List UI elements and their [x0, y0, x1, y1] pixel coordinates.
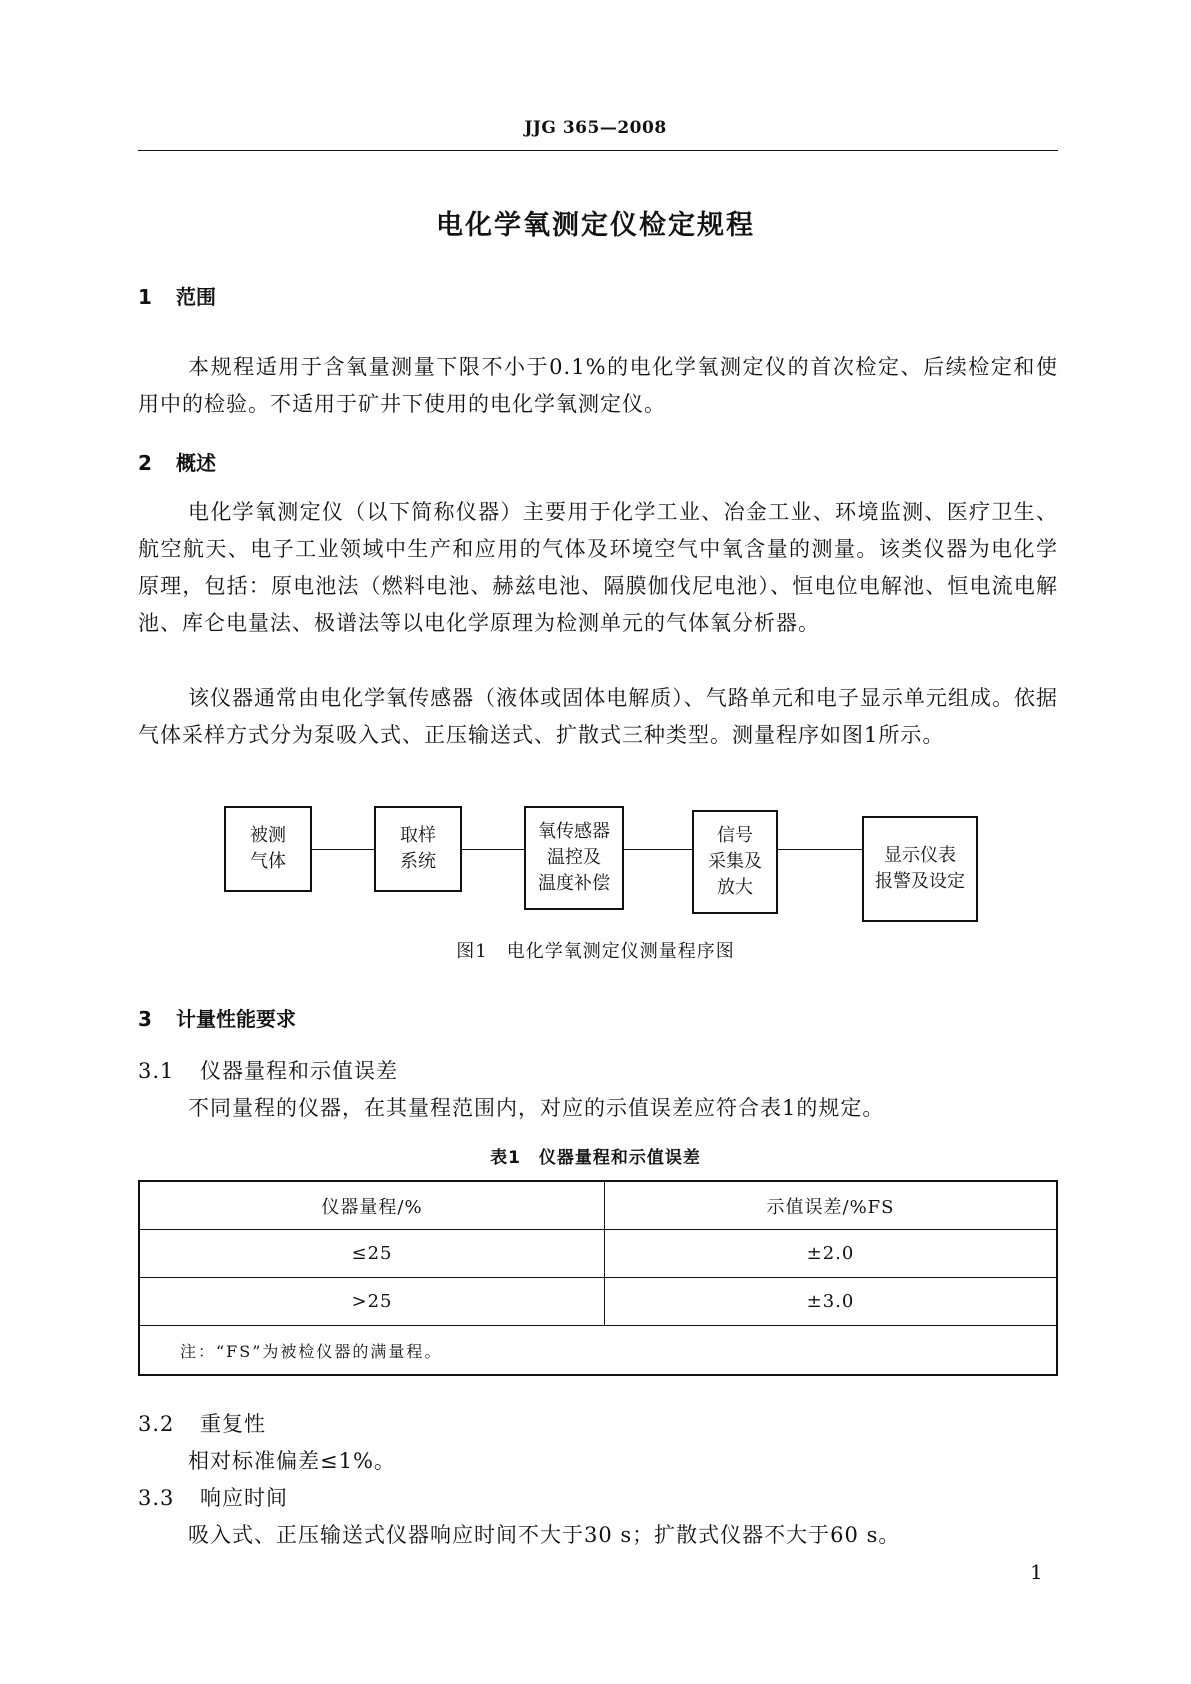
connector-line: [462, 849, 524, 850]
subsection-title: 响应时间: [200, 1486, 288, 1510]
box-text: 温控及: [547, 847, 601, 868]
subsection-number: 3.2: [138, 1412, 175, 1436]
section-title: 范围: [176, 285, 216, 309]
box-measured-gas: [224, 806, 312, 892]
page-number: 1: [1030, 1560, 1043, 1584]
table-cell: >25: [140, 1278, 605, 1325]
subsection-title: 仪器量程和示值误差: [200, 1059, 398, 1083]
box-text: 显示仪表: [884, 845, 956, 866]
box-text: 报警及设定: [875, 871, 965, 892]
range-error-table: [138, 1180, 1058, 1376]
connector-line: [312, 849, 374, 850]
box-oxygen-sensor: [524, 806, 624, 910]
connector-line: [624, 849, 692, 850]
section-2-paragraph-2: 该仪器通常由电化学氧传感器（液体或固体电解质）、气路单元和电子显示单元组成。依据气体采样方式分为泵吸入式、正压输送式、扩散式三种类型。测量程序如图1所示。: [138, 686, 1058, 747]
table-caption: 表1 仪器量程和示值误差: [490, 1148, 701, 1168]
box-text: 气体: [250, 851, 286, 872]
section-2-paragraph-1: 电化学氧测定仪（以下简称仪器）主要用于化学工业、冶金工业、环境监测、医疗卫生、航空航天、电子工业领域中生产和应用的气体及环境空气中氧含量的测量。该类仪器为电化学原理，包括：原电池法（燃料电池、赫兹电池、隔膜伽伐尼电池）、恒电位电解池、恒电流电解池、库仑电量法、极谱法等以电化学原理为检测单元的气体氧分析器。: [138, 500, 1058, 635]
section-1-paragraph: 本规程适用于含氧量测量下限不小于0.1%的电化学氧测定仪的首次检定、后续检定和使用中的检验。不适用于矿井下使用的电化学氧测定仪。: [138, 355, 1058, 416]
document-title: 电化学氧测定仪检定规程: [436, 210, 755, 241]
box-text: 取样: [400, 825, 436, 846]
subsection-number: 3.3: [138, 1486, 175, 1510]
table-cell: ±3.0: [806, 1291, 855, 1312]
table-note-row: [140, 1326, 1056, 1374]
box-text: 放大: [717, 877, 753, 898]
connector-line: [778, 849, 862, 850]
table-header-row: [140, 1182, 1056, 1230]
section-1-heading: [138, 281, 216, 310]
section-2-heading: [138, 447, 216, 476]
subsection-3-3-text: 吸入式、正压输送式仪器响应时间不大于30 s；扩散式仪器不大于60 s。: [188, 1523, 901, 1547]
table-cell: ±2.0: [806, 1243, 855, 1264]
table-row: [140, 1230, 1056, 1278]
measurement-flow-diagram: [224, 806, 1038, 922]
subsection-number: 3.1: [138, 1059, 175, 1083]
section-number: 1: [138, 285, 152, 309]
table-cell: ≤25: [140, 1230, 605, 1277]
section-title: 计量性能要求: [176, 1007, 296, 1031]
subsection-3-2-text: 相对标准偏差≤1%。: [188, 1449, 396, 1473]
section-3-heading: [138, 1003, 296, 1032]
box-signal-acquisition: [692, 810, 778, 914]
box-sampling-system: [374, 806, 462, 892]
subsection-3-3-heading: [138, 1482, 288, 1512]
standard-code: JJG 365—2008: [524, 118, 667, 138]
box-text: 温度补偿: [538, 873, 610, 894]
box-text: 采集及: [708, 851, 762, 872]
section-number: 2: [138, 451, 152, 475]
section-number: 3: [138, 1007, 152, 1031]
section-title: 概述: [176, 451, 216, 475]
header-rule: [138, 150, 1058, 151]
subsection-3-1-heading: [138, 1055, 398, 1085]
table-row: [140, 1278, 1056, 1326]
box-text: 信号: [717, 825, 753, 846]
box-display-alarm: [862, 816, 978, 922]
subsection-3-1-text: 不同量程的仪器，在其量程范围内，对应的示值误差应符合表1的规定。: [188, 1096, 885, 1120]
table-header-cell: 仪器量程/%: [140, 1182, 605, 1229]
figure-caption: 图1 电化学氧测定仪测量程序图: [456, 941, 735, 962]
box-text: 系统: [400, 851, 436, 872]
box-text: 被测: [250, 825, 286, 846]
box-text: 氧传感器: [538, 821, 610, 842]
subsection-title: 重复性: [200, 1412, 266, 1436]
table-header-cell: 示值误差/%FS: [766, 1196, 895, 1218]
table-note: 注：“FS”为被检仪器的满量程。: [180, 1341, 443, 1361]
subsection-3-2-heading: [138, 1408, 266, 1438]
